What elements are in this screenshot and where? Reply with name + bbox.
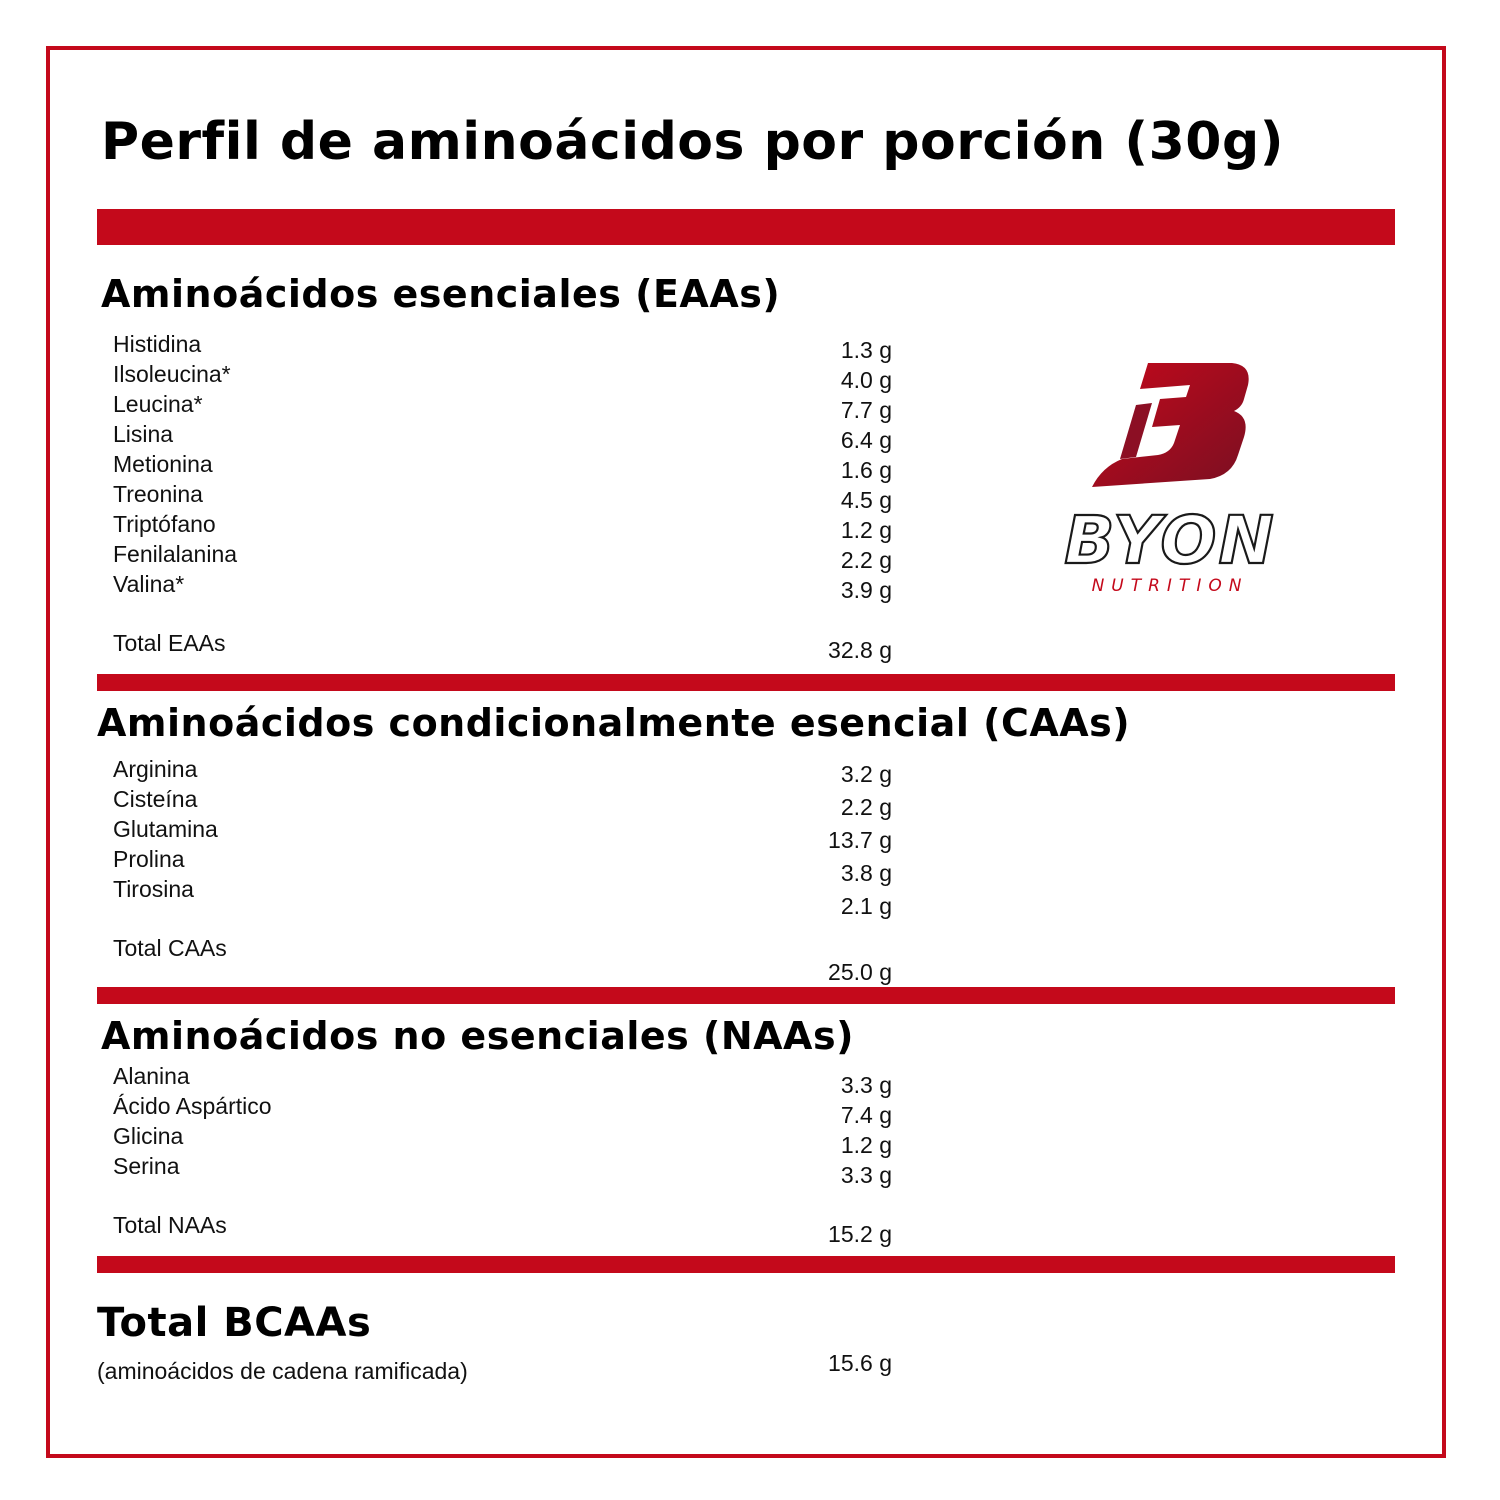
list-value: 1.6 g [840,457,892,483]
brand-logo [1040,355,1300,605]
list-item: Lisina [113,421,174,447]
list-value: 3.8 g [840,860,892,886]
list-item: Arginina [113,756,198,782]
eaa-name-list [113,329,237,599]
bcaa-total-value: 15.6 g [828,1350,892,1376]
caa-value-list [828,758,892,923]
list-item: Valina* [113,571,185,597]
naa-heading: Aminoácidos no esenciales (NAAs) [101,1014,854,1058]
list-value: 7.7 g [840,397,892,423]
list-value: 1.3 g [840,337,892,363]
list-value: 3.2 g [840,761,892,787]
caa-total-value: 25.0 g [828,959,892,985]
naa-total-value: 15.2 g [828,1221,892,1247]
list-item: Leucina* [113,391,203,417]
eaa-total-value: 32.8 g [828,637,892,663]
list-item: Ilsoleucina* [113,361,231,387]
list-item: Treonina [113,481,203,507]
list-value: 13.7 g [828,827,892,853]
list-value: 3.3 g [840,1162,892,1188]
list-item: Glicina [113,1123,184,1149]
section-divider [97,674,1395,691]
title-divider [97,209,1395,245]
list-value: 7.4 g [840,1102,892,1128]
label-frame [46,46,1446,1458]
caa-name-list [113,754,218,904]
eaa-value-list [841,335,892,605]
list-item: Glutamina [113,816,218,842]
brand-tagline: NUTRITION [1091,576,1249,596]
bcaa-heading: Total BCAAs [97,1300,372,1346]
list-value: 2.2 g [840,547,892,573]
list-item: Metionina [113,451,213,477]
list-item: Triptófano [113,511,216,537]
svg-text:BYON: BYON [1064,502,1276,579]
list-item: Serina [113,1153,180,1179]
section-divider [97,1256,1395,1273]
eaa-total-label: Total EAAs [113,630,226,656]
page-title: Perfil de aminoácidos por porción (30g) [101,112,1284,172]
bcaa-subtitle: (aminoácidos de cadena ramificada) [97,1358,468,1384]
list-item: Prolina [113,846,185,872]
brand-wordmark [1064,502,1275,579]
list-item: Cisteína [113,786,198,812]
eaa-heading: Aminoácidos esenciales (EAAs) [101,272,781,316]
list-item: Histidina [113,331,202,357]
list-item: Fenilalanina [113,541,238,567]
section-divider [97,987,1395,1004]
caa-total-label: Total CAAs [113,935,227,961]
list-value: 2.2 g [840,794,892,820]
list-item: Alanina [113,1063,190,1089]
list-value: 4.5 g [840,487,892,513]
naa-total-label: Total NAAs [113,1212,227,1238]
list-value: 4.0 g [840,367,892,393]
list-value: 3.3 g [840,1072,892,1098]
list-value: 6.4 g [840,427,892,453]
caa-heading: Aminoácidos condicionalmente esencial (CAAs) [97,701,1131,745]
list-item: Tirosina [113,876,194,902]
b-mark-icon [1092,363,1249,487]
naa-name-list [113,1061,272,1181]
naa-value-list [841,1070,892,1190]
list-value: 2.1 g [840,893,892,919]
list-value: 1.2 g [840,1132,892,1158]
list-item: Ácido Aspártico [113,1093,272,1119]
list-value: 3.9 g [840,577,892,603]
list-value: 1.2 g [840,517,892,543]
